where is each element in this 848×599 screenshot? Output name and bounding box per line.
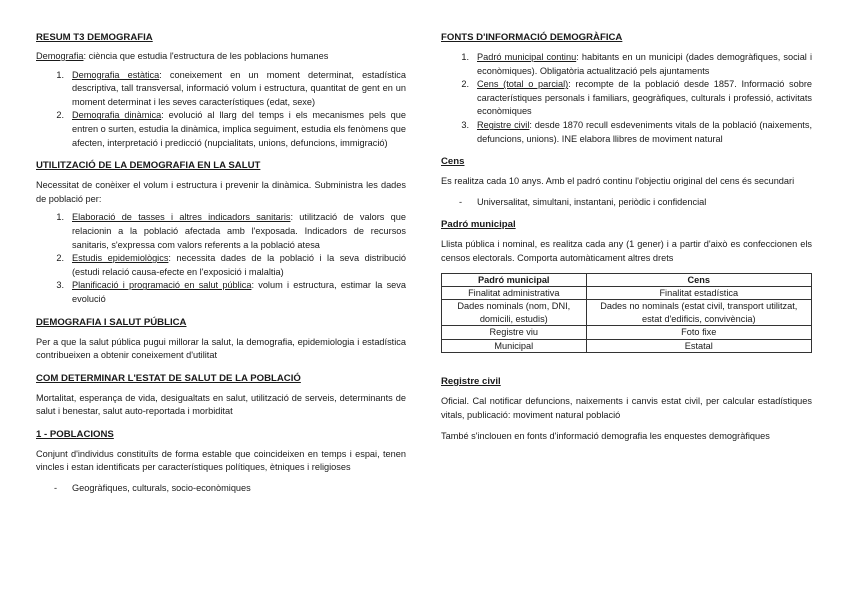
table-header-row <box>442 273 812 286</box>
table-row <box>442 286 812 299</box>
list-term: Padró municipal continu <box>477 52 577 62</box>
list-term: Registre civil <box>477 119 530 130</box>
list-text: : volum i estructura, estimar la seva evolució <box>72 280 406 304</box>
definition <box>36 50 406 64</box>
section-title: DEMOGRAFIA I SALUT PÚBLICA <box>36 316 187 328</box>
section-text: Necessitat de conèixer el volum i estructura i prevenir la dinàmica. Subministra les dades de població per: <box>36 180 406 204</box>
list-text: : coneixement en un moment determinat, estadística descriptiva, tall transversal, informació volum i estructura, quantitat de gent en un moment determinat i les seves característiques (edat, sexe) <box>72 69 406 107</box>
section-title: Registre civil <box>441 375 501 387</box>
section-title: UTILITZACIÓ DE LA DEMOGRAFIA EN LA SALUT <box>36 160 261 172</box>
section-title: COM DETERMINAR L'ESTAT DE SALUT DE LA POBLACIÓ <box>36 372 301 384</box>
cens-list <box>441 196 812 210</box>
list-text: Geogràfiques, culturals, socio-econòmiques <box>72 483 251 494</box>
list-number: 1. <box>56 69 64 80</box>
section-text: També s'inclouen en fonts d'informació demografia les enquestes demogràfiques <box>441 431 770 442</box>
table-header: Cens <box>586 273 811 286</box>
list-term: Demografia estàtica <box>72 69 160 80</box>
section-text: Llista pública i nominal, es realitza cada any (1 gener) i a partir d'això es confeccionen els censos electorals. Comporta automàticament altres drets <box>441 239 812 263</box>
definition-term: Demografia <box>36 51 84 61</box>
table-row <box>442 339 812 352</box>
list-number: 1. <box>461 52 469 62</box>
table-cell: Municipal <box>442 339 587 352</box>
comparison-table <box>441 273 812 353</box>
list-number: 2. <box>56 253 64 264</box>
list-number: 3. <box>56 280 64 291</box>
list-item <box>36 109 406 150</box>
utilization-list <box>36 211 406 306</box>
table-cell: Dades nominals (nom, DNI, domicili, estudis) <box>442 300 587 326</box>
list-dash: - <box>459 196 463 207</box>
list-text: : habitants en un municipi (dades demogràfiques, social i econòmiques). Obligatòria actualització pels ajuntaments <box>477 52 813 76</box>
right-column <box>441 31 812 444</box>
list-text: : necessita dades de la població i la seva distribució (estudi relació causa-efecte en l'exposició i malaltia) <box>72 253 406 277</box>
section-text: Mortalitat, esperança de vida, desigualtats en salut, utilització de serveis, determinants de salut i benestar, salut auto-reportada i morbiditat <box>36 392 406 417</box>
list-text: Universalitat, simultani, instantani, periòdic i confidencial <box>477 196 707 207</box>
table-row <box>442 300 812 326</box>
sources-list <box>441 51 812 146</box>
table-cell: Foto fixe <box>586 326 811 339</box>
definition-text: : ciència que estudia l'estructura de les poblacions humanes <box>83 51 329 61</box>
table-cell: Dades no nominals (estat civil, transport utilitzat, estat d'edificis, convivència) <box>586 300 811 326</box>
list-item <box>36 482 406 496</box>
table-cell: Registre viu <box>442 326 587 339</box>
list-item <box>441 119 812 146</box>
table-cell: Finalitat administrativa <box>442 286 587 299</box>
list-number: 1. <box>56 212 64 223</box>
section-text: Conjunt d'individus constituïts de forma estable que coincideixen en temps i espai, tenen vincles i estan identificats per característiques polítiques, ètniques i religioses <box>36 448 406 473</box>
section-title: Cens <box>441 156 465 168</box>
list-item <box>36 211 406 252</box>
list-term: Elaboració de tasses i altres indicadors sanitaris <box>72 212 291 223</box>
section-title: 1 - POBLACIONS <box>36 428 114 440</box>
list-item <box>441 51 812 78</box>
table-header: Padró municipal <box>442 273 587 286</box>
list-text: : desde 1870 recull esdeveniments vitals de la població (naixements, defuncions, unions). INE elabora llibres de moviment natural <box>477 119 813 144</box>
list-item <box>441 196 812 210</box>
section-text: Es realitza cada 10 anys. Amb el padró continu l'objectiu original del cens és secundari <box>441 176 795 187</box>
list-number: 3. <box>461 119 469 130</box>
populations-list <box>36 482 406 496</box>
list-number: 2. <box>56 110 64 121</box>
table-cell: Estatal <box>586 339 811 352</box>
list-item <box>36 279 406 306</box>
list-dash: - <box>54 483 58 494</box>
list-text: : recompte de la població desde 1857. Informació sobre característiques personals i familiars, geogràfiques, culturals i professió, activitats econòmiques <box>477 79 813 117</box>
list-text: : utilització de valors que relacionin a la població afectada amb l'exposada. Indicadors de recursos sanitaris, s'expressa com valors referents a la població atesa <box>72 212 406 250</box>
left-column <box>36 31 406 496</box>
table-cell: Finalitat estadística <box>586 286 811 299</box>
list-item <box>36 252 406 279</box>
doc-title: RESUM T3 DEMOGRAFIA <box>36 32 153 43</box>
list-text: : evolució al llarg del temps i els mecanismes pels que entren o surten, estudia la dinàmica, implica seguiment, estudia els fenòmens que afecten, interpretació i predicció (nupcialitats, unions, defuncions, immigració) <box>72 110 407 148</box>
list-item <box>36 69 406 110</box>
section-text: Per a que la salut pública pugui millorar la salut, la demografia, epidemiologia i estadística contribueixen a obtenir coneixement d'utilitat <box>36 336 406 361</box>
list-term: Planificació i programació en salut pública <box>72 280 252 291</box>
list-term: Estudis epidemiològics <box>72 253 169 264</box>
list-number: 2. <box>461 79 469 90</box>
list-item <box>441 78 812 119</box>
section-title: FONTS D'INFORMACIÓ DEMOGRÀFICA <box>441 32 623 43</box>
table-row <box>442 326 812 339</box>
list-term: Demografia dinàmica <box>72 110 162 121</box>
section-text: Oficial. Cal notificar defuncions, naixements i canvis estat civil, per calcular estadístiques vitals, publicació: moviment natural població <box>441 395 812 420</box>
list-term: Cens (total o parcial) <box>477 79 569 90</box>
section-title: Padró municipal <box>441 219 516 231</box>
demography-types-list <box>36 69 406 151</box>
